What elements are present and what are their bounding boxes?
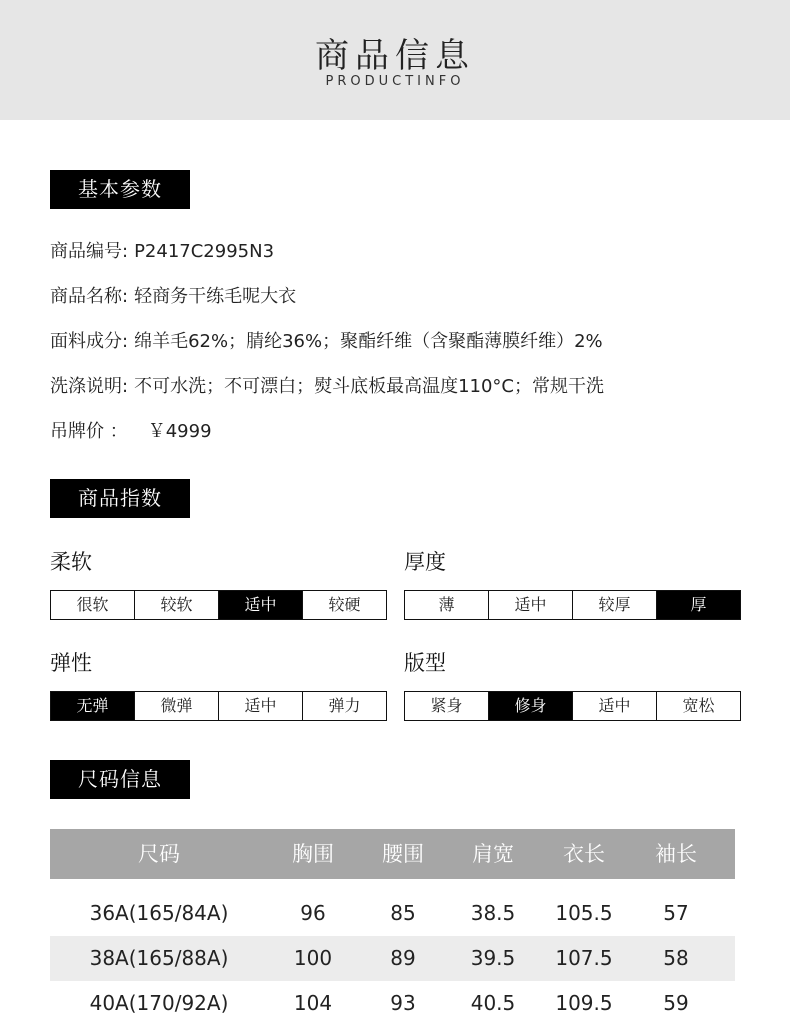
param-value: 轻商务干练毛呢大衣 bbox=[134, 286, 297, 307]
table-cell: 36A(165/84A) bbox=[89, 901, 229, 925]
thickness-option: 薄 bbox=[438, 595, 455, 614]
elasticity-option: 无弹 bbox=[51, 692, 134, 720]
table-cell: 39.5 bbox=[470, 946, 516, 970]
softness-option: 很软 bbox=[76, 595, 109, 614]
table-cell: 57 bbox=[663, 901, 689, 925]
header-cell-waist: 腰围 bbox=[382, 842, 424, 866]
elasticity-label: 弹性 bbox=[50, 651, 92, 675]
param-label: 洗涤说明: bbox=[50, 376, 129, 397]
table-cell: 96 bbox=[300, 901, 326, 925]
softness-option: 较软 bbox=[134, 591, 218, 619]
header-cell-length: 衣长 bbox=[563, 842, 605, 866]
param-label: 吊牌价 ： bbox=[50, 421, 128, 442]
fit-option: 修身 bbox=[488, 692, 572, 720]
table-cell: 104 bbox=[293, 991, 333, 1015]
param-value: ￥4999 bbox=[147, 421, 212, 442]
param-row-name bbox=[50, 282, 296, 308]
thickness-option: 较厚 bbox=[572, 591, 656, 619]
fit-scale bbox=[404, 691, 741, 721]
section-tag-size: 尺码信息 bbox=[50, 760, 190, 799]
param-label: 商品名称: bbox=[50, 286, 129, 307]
param-value: P2417C2995N3 bbox=[134, 241, 275, 262]
thickness-option: 厚 bbox=[656, 591, 740, 619]
section-tag-basic: 基本参数 bbox=[50, 170, 190, 209]
elasticity-option: 微弹 bbox=[134, 692, 218, 720]
param-row-washing bbox=[50, 372, 604, 398]
elasticity-option: 适中 bbox=[218, 692, 302, 720]
header-cell-chest: 胸围 bbox=[292, 842, 334, 866]
elasticity-option: 弹力 bbox=[302, 692, 386, 720]
table-row bbox=[50, 981, 735, 1024]
table-cell: 38A(165/88A) bbox=[89, 946, 229, 970]
param-value: 绵羊毛62%；腈纶36%；聚酯纤维（含聚酯薄膜纤维）2% bbox=[134, 331, 603, 352]
table-cell: 58 bbox=[663, 946, 689, 970]
table-cell: 100 bbox=[293, 946, 333, 970]
param-label: 商品编号: bbox=[50, 241, 129, 262]
table-row bbox=[50, 879, 735, 936]
page-header bbox=[0, 0, 790, 120]
section-tag-index: 商品指数 bbox=[50, 479, 190, 518]
table-cell: 40.5 bbox=[470, 991, 516, 1015]
thickness-option: 适中 bbox=[488, 591, 572, 619]
elasticity-scale bbox=[50, 691, 387, 721]
param-row-fabric bbox=[50, 327, 603, 353]
table-cell: 93 bbox=[390, 991, 416, 1015]
header-cell-sleeve: 袖长 bbox=[655, 842, 697, 866]
softness-option: 适中 bbox=[218, 591, 302, 619]
softness-label: 柔软 bbox=[50, 550, 92, 574]
header-cell-size: 尺码 bbox=[138, 842, 180, 866]
fit-label: 版型 bbox=[404, 651, 446, 675]
page-subtitle: PRODUCTINFO bbox=[325, 74, 465, 89]
size-table bbox=[50, 829, 735, 1024]
fit-option: 宽松 bbox=[656, 692, 740, 720]
table-cell: 59 bbox=[663, 991, 689, 1015]
softness-scale bbox=[50, 590, 387, 620]
table-cell: 85 bbox=[390, 901, 416, 925]
table-cell: 105.5 bbox=[555, 901, 613, 925]
table-cell: 89 bbox=[390, 946, 416, 970]
size-table-header bbox=[50, 829, 735, 879]
param-row-code bbox=[50, 237, 274, 263]
softness-option: 较硬 bbox=[302, 591, 386, 619]
table-cell: 107.5 bbox=[555, 946, 613, 970]
param-label: 面料成分: bbox=[50, 331, 129, 352]
table-cell: 38.5 bbox=[470, 901, 516, 925]
header-cell-shoulder: 肩宽 bbox=[472, 842, 514, 866]
thickness-scale bbox=[404, 590, 741, 620]
table-cell: 109.5 bbox=[555, 991, 613, 1015]
page-title: 商品信息 bbox=[315, 36, 475, 76]
fit-option: 适中 bbox=[572, 692, 656, 720]
param-row-price bbox=[50, 417, 212, 443]
param-value: 不可水洗；不可漂白；熨斗底板最高温度110°C；常规干洗 bbox=[134, 376, 605, 397]
thickness-label: 厚度 bbox=[404, 550, 446, 574]
table-cell: 40A(170/92A) bbox=[89, 991, 229, 1015]
fit-option: 紧身 bbox=[430, 696, 463, 715]
table-row bbox=[50, 936, 735, 981]
